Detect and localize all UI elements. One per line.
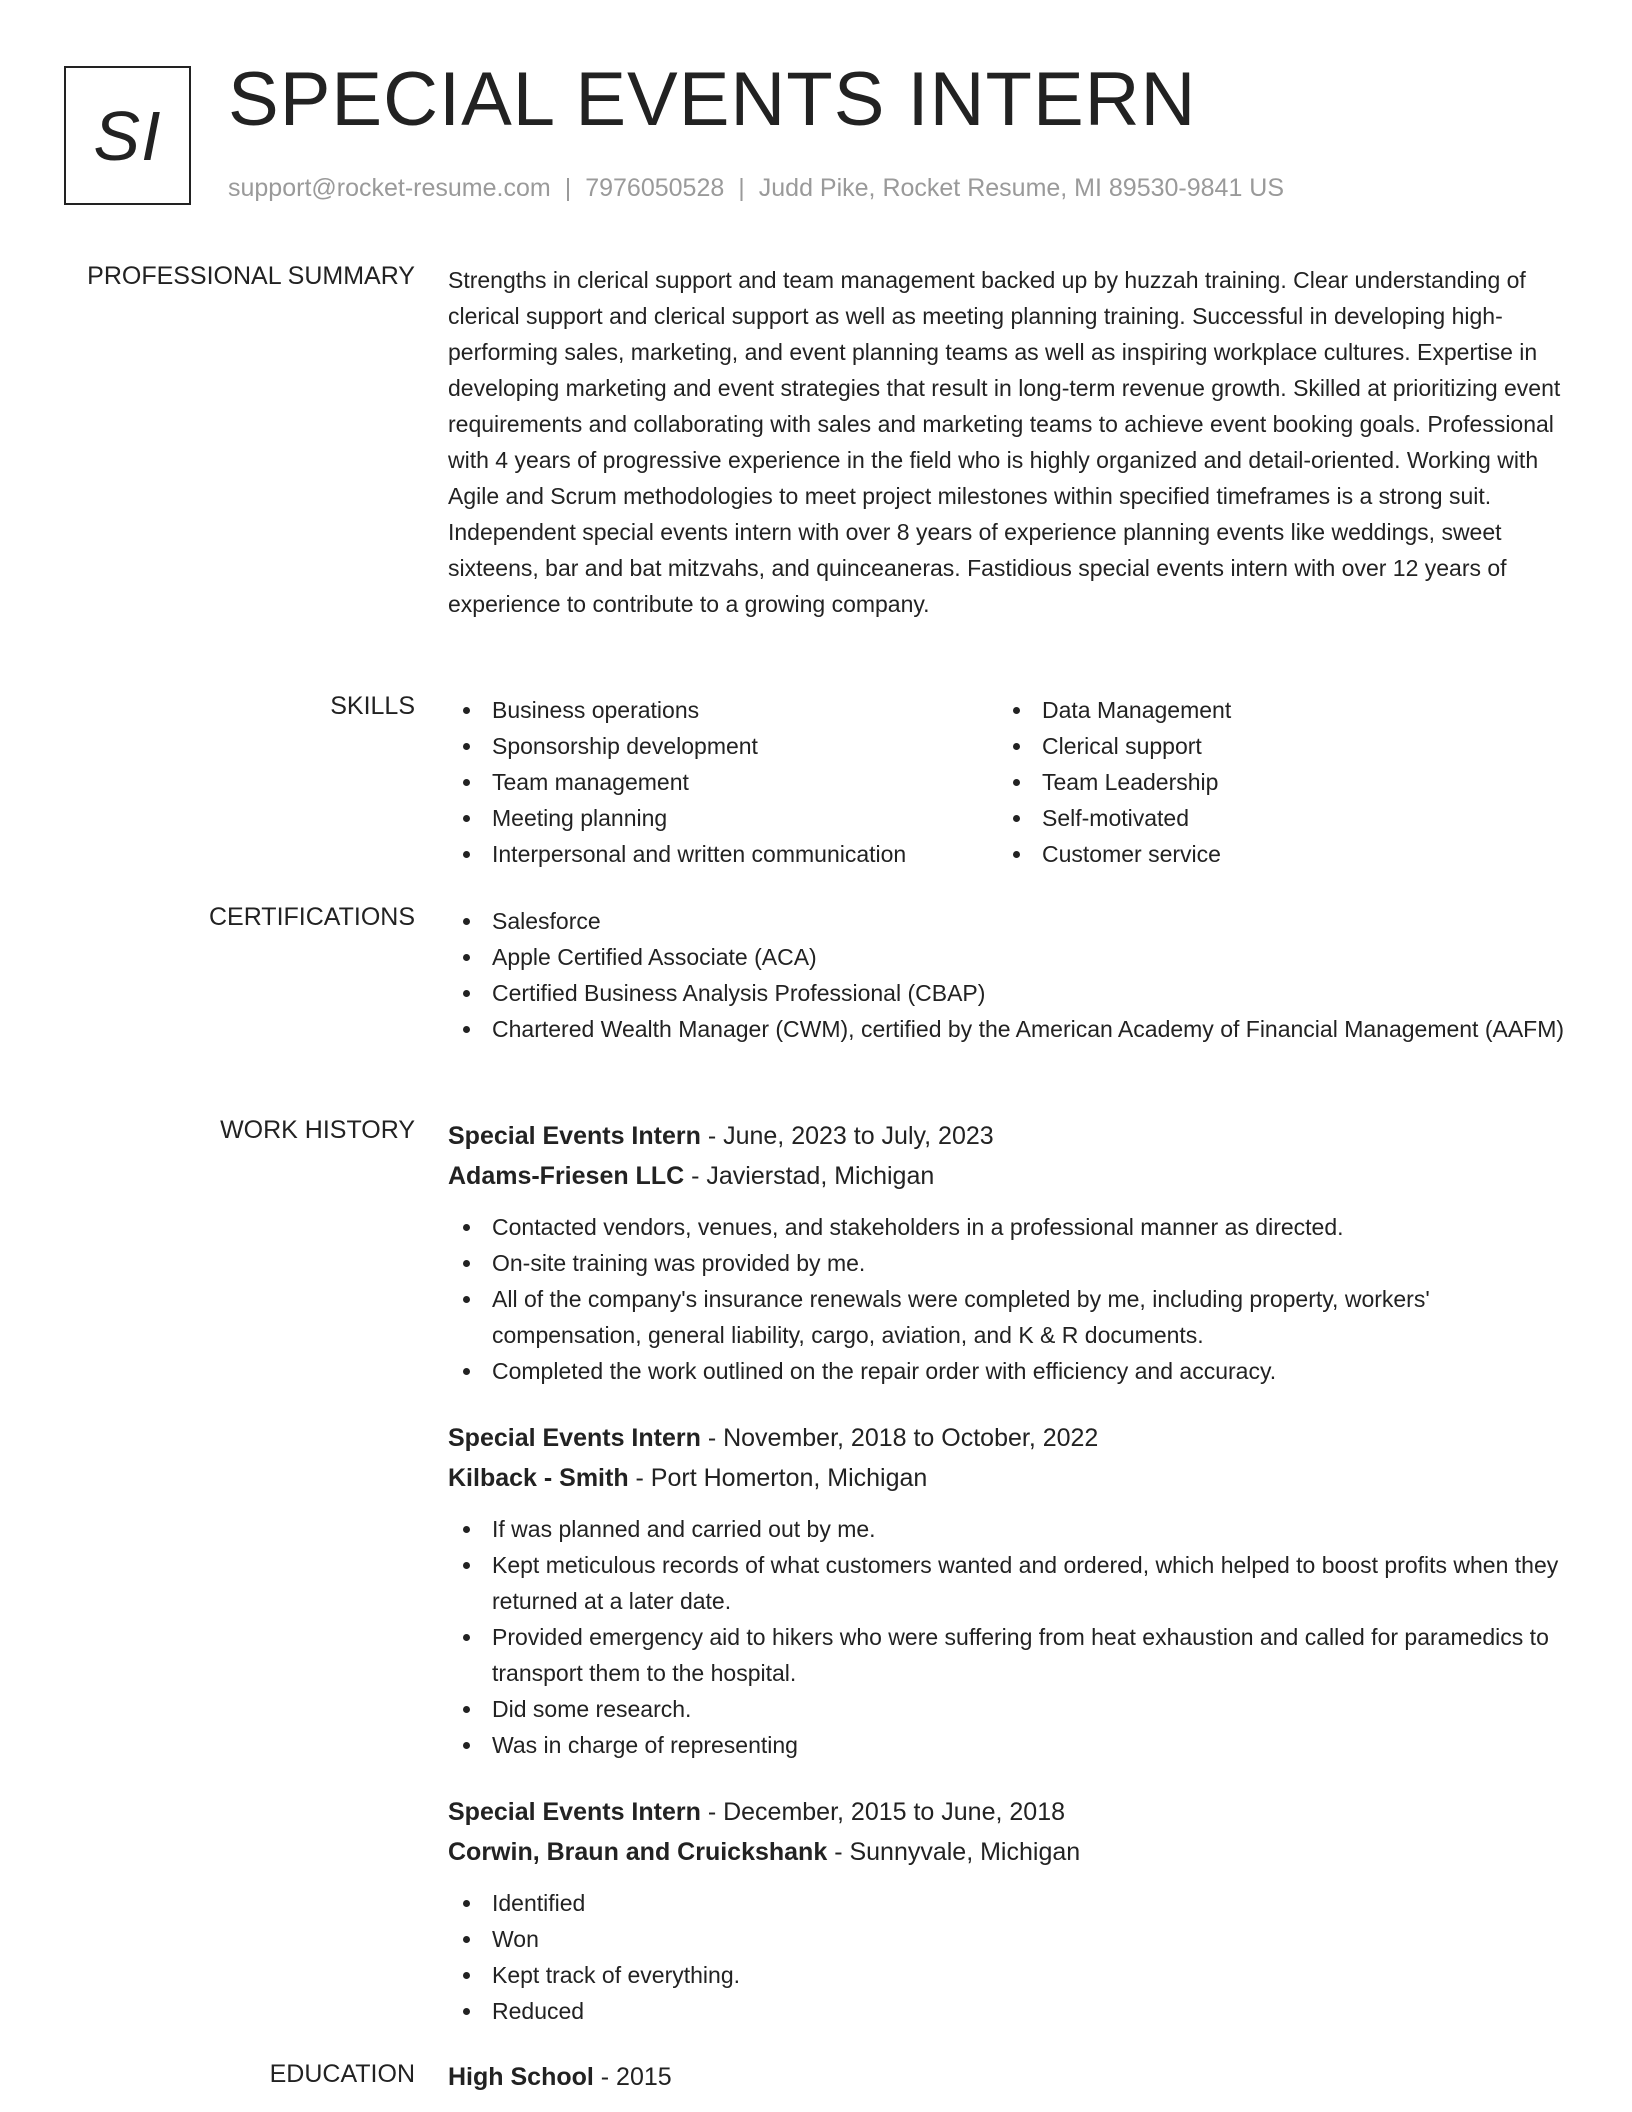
skill-item: Team Leadership [998,764,1231,800]
job-company: Kilback - Smith [448,1464,629,1492]
job-dates: - June, 2023 to July, 2023 [700,1122,994,1150]
job-company-line [448,1458,1568,1498]
job-title: Special Events Intern [448,1122,701,1150]
certifications-list [448,903,1568,1047]
education-body [448,2060,1568,2094]
resume-title: SPECIAL EVENTS INTERN [228,57,1197,142]
certification-item: Apple Certified Associate (ACA) [448,939,1568,975]
job-location: - Javierstad, Michigan [684,1162,935,1190]
education-degree: High School [448,2063,594,2091]
summary-body [448,262,1568,622]
education-year: - 2015 [593,2063,672,2091]
skill-item: Team management [448,764,998,800]
job-bullet: Completed the work outlined on the repair order with efficiency and accuracy. [448,1353,1568,1389]
job-title-line [448,1792,1568,1832]
skill-item: Sponsorship development [448,728,998,764]
skill-item: Meeting planning [448,800,998,836]
contact-separator: | [564,174,572,202]
contact-line [228,174,1284,203]
job-company: Adams-Friesen LLC [448,1162,685,1190]
job-title-line [448,1418,1568,1458]
job-bullet: Won [448,1921,1568,1957]
skill-item: Self-motivated [998,800,1231,836]
skill-item: Interpersonal and written communication [448,836,998,872]
job-bullet: If was planned and carried out by me. [448,1511,1568,1547]
job-dates: - December, 2015 to June, 2018 [700,1798,1065,1826]
job-dates: - November, 2018 to October, 2022 [700,1424,1099,1452]
certification-item: Salesforce [448,903,1568,939]
job-title-line [448,1116,1568,1156]
job-bullet: Reduced [448,1993,1568,2029]
skills-label: SKILLS [330,692,415,720]
job-entry [448,1116,1568,1389]
job-company: Corwin, Braun and Cruickshank [448,1838,828,1866]
job-title: Special Events Intern [448,1424,701,1452]
job-bullets [448,1885,1568,2029]
work-history-body [448,1116,1568,2058]
summary-label: PROFESSIONAL SUMMARY [87,262,415,290]
skills-body [448,692,1568,872]
monogram-box [64,66,191,205]
skill-item: Data Management [998,692,1231,728]
job-entry [448,1418,1568,1763]
contact-email: support@rocket-resume.com [228,174,551,202]
education-line [448,2060,1568,2094]
contact-address: Judd Pike, Rocket Resume, MI 89530-9841 US [758,174,1285,202]
job-location: - Sunnyvale, Michigan [827,1838,1081,1866]
job-bullet: Contacted vendors, venues, and stakeholders in a professional manner as directed. [448,1209,1568,1245]
job-location: - Port Homerton, Michigan [628,1464,928,1492]
job-bullet: On-site training was provided by me. [448,1245,1568,1281]
job-bullets [448,1511,1568,1763]
job-bullet: Kept track of everything. [448,1957,1568,1993]
job-bullet: Was in charge of representing [448,1727,1568,1763]
skill-item: Business operations [448,692,998,728]
certification-item: Certified Business Analysis Professional (CBAP) [448,975,1568,1011]
job-company-line [448,1156,1568,1196]
certification-item: Chartered Wealth Manager (CWM), certified by the American Academy of Financial Management (AAFM) [448,1011,1568,1047]
job-bullets [448,1209,1568,1389]
job-entry [448,1792,1568,2029]
job-company-line [448,1832,1568,1872]
skills-list-right [998,692,1231,872]
contact-phone: 7976050528 [585,174,725,202]
job-bullet: Provided emergency aid to hikers who were suffering from heat exhaustion and called for paramedics to transport them to the hospital. [448,1619,1568,1691]
certifications-label: CERTIFICATIONS [208,903,415,931]
job-title: Special Events Intern [448,1798,701,1826]
work-history-label: WORK HISTORY [220,1116,415,1144]
job-bullet: Did some research. [448,1691,1568,1727]
skill-item: Clerical support [998,728,1231,764]
skill-item: Customer service [998,836,1231,872]
job-bullet: Kept meticulous records of what customers wanted and ordered, which helped to boost profits when they returned at a later date. [448,1547,1568,1619]
education-label: EDUCATION [269,2060,415,2088]
job-bullet: Identified [448,1885,1568,1921]
summary-text: Strengths in clerical support and team management backed up by huzzah training. Clear understanding of clerical support and clerical support as well as meeting planning training. Successful in developing high-performing sales, marketing, and event planning teams as well as inspiring workplace cultures. Expertise in developing marketing and event strategies that result in long-term revenue growth. Skilled at prioritizing event requirements and collaborating with sales and marketing teams to achieve event booking goals. Professional with 4 years of progressive experience in the field who is highly organized and detail-oriented. Working with Agile and Scrum methodologies to meet project milestones within specified timeframes is a strong suit. Independent special events intern with over 8 years of experience planning events like weddings, sweet sixteens, bar and bat mitzvahs, and quinceaneras. Fastidious special events intern with over 12 years of experience to contribute to a growing company. [448,267,1561,617]
certifications-body [448,903,1568,1047]
job-bullet: All of the company's insurance renewals were completed by me, including property, workers' compensation, general liability, cargo, aviation, and K & R documents. [448,1281,1568,1353]
monogram-initials: SI [93,96,162,175]
skills-list-left [448,692,998,872]
contact-separator: | [738,174,745,202]
